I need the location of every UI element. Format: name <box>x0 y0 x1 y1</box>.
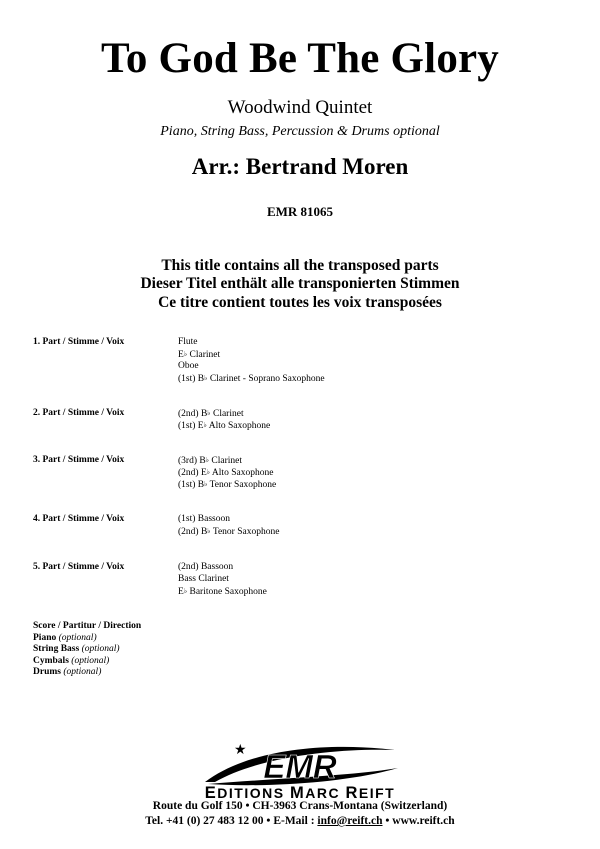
instrument-name: Tenor Saxophone <box>207 480 277 490</box>
score-item-note: (optional) <box>81 644 120 654</box>
flat-sign-icon: ♭ <box>204 374 208 382</box>
flat-sign-icon: ♭ <box>207 527 211 535</box>
catalog-number: EMR 81065 <box>266 204 334 219</box>
instrument-name: Alto Saxophone <box>210 468 274 478</box>
instrument-item <box>178 585 267 597</box>
instrument-prefix: (2nd) Bassoon <box>178 562 234 572</box>
logo-star: ★ <box>234 742 247 758</box>
publisher-contact <box>0 815 600 827</box>
score-item-note: (optional) <box>71 655 110 666</box>
transposed-note-fr: Ce titre contient toutes les voix transposées <box>158 294 442 311</box>
transposed-note-de: Dieser Titel enthält alle transponierten Stimmen <box>140 275 460 292</box>
instrument-name: Alto Saxophone <box>206 421 271 431</box>
score-heading: Score / Partitur / Direction <box>33 621 142 631</box>
publisher-name-part: R <box>345 784 359 802</box>
instrument-prefix: (2nd) B <box>178 527 208 537</box>
instrument-item <box>178 466 276 478</box>
instrument-item <box>178 573 267 585</box>
instrument-item <box>178 348 325 360</box>
flat-sign-icon: ♭ <box>205 456 210 464</box>
flat-sign-icon: ♭ <box>203 421 207 429</box>
instrument-name: Clarinet <box>210 409 244 419</box>
instrument-item <box>178 360 325 372</box>
instrument-prefix: (3rd) B <box>178 456 206 466</box>
publisher-name-part: M <box>289 784 306 802</box>
flat-sign-icon: ♭ <box>183 587 188 595</box>
piece-title: To God Be The Glory <box>100 35 500 82</box>
publisher-name-part: ARC <box>305 785 346 801</box>
logo-text: EMR <box>263 748 337 785</box>
publisher-address: Route du Golf 150 • CH-3963 Crans-Montana (Switzerland) <box>152 800 448 812</box>
instrument-name: Tenor Saxophone <box>210 527 280 537</box>
instrument-prefix: Bass Clarinet <box>178 574 229 584</box>
instrument-list <box>178 336 325 384</box>
instrument-item <box>178 407 270 419</box>
part-label: 5. Part / Stimme / Voix <box>33 562 125 572</box>
publisher-name-part: E <box>204 784 218 802</box>
score-item-name: String Bass <box>33 644 80 654</box>
contact-web: • www.reift.ch <box>382 815 455 827</box>
flat-sign-icon: ♭ <box>204 480 208 488</box>
score-list <box>33 621 141 679</box>
instrument-list <box>178 561 267 597</box>
instrument-name: Clarinet <box>209 456 242 466</box>
score-item <box>33 644 141 656</box>
score-item-note: (optional) <box>63 667 102 677</box>
ensemble-subtitle: Woodwind Quintet <box>227 97 373 118</box>
instrument-prefix: (2nd) E <box>178 468 207 478</box>
part-label: 3. Part / Stimme / Voix <box>33 455 125 465</box>
instrument-name: Baritone Saxophone <box>187 587 267 597</box>
score-item <box>33 667 141 679</box>
flat-sign-icon: ♭ <box>183 350 188 358</box>
instrument-list <box>178 407 270 431</box>
flat-sign-icon: ♭ <box>206 468 211 476</box>
instrument-prefix: (1st) B <box>178 374 205 384</box>
transposed-note-en: This title contains all the transposed parts <box>161 257 439 274</box>
instrument-name: Clarinet - Soprano Saxophone <box>207 374 325 384</box>
instrument-list <box>178 454 276 490</box>
score-item <box>33 656 141 668</box>
arranger-credit: Arr.: Bertrand Moren <box>191 154 409 179</box>
instrument-item <box>178 525 279 537</box>
score-item-name: Cymbals <box>33 655 69 666</box>
flat-sign-icon: ♭ <box>207 409 211 417</box>
instrument-item <box>178 513 279 525</box>
instrument-item <box>178 372 325 384</box>
score-item-name: Drums <box>33 667 61 677</box>
instrument-item <box>178 336 325 348</box>
score-item-note: (optional) <box>58 632 97 643</box>
instrument-item <box>178 478 276 490</box>
instrument-prefix: E <box>178 587 184 597</box>
score-item <box>33 633 141 645</box>
instrument-item <box>178 419 270 431</box>
instrument-prefix: (2nd) B <box>178 409 208 419</box>
part-label: 1. Part / Stimme / Voix <box>33 337 125 347</box>
email-link[interactable]: info@reift.ch <box>317 815 383 827</box>
optional-instruments: Piano, String Bass, Percussion & Drums optional <box>160 124 440 139</box>
instrument-list <box>178 513 279 537</box>
part-label: 2. Part / Stimme / Voix <box>33 408 125 418</box>
contact-phone: Tel. +41 (0) 27 483 12 00 • E-Mail : <box>145 815 318 827</box>
score-item-name: Piano <box>33 632 57 643</box>
instrument-prefix: (1st) E <box>178 421 204 431</box>
instrument-item <box>178 561 267 573</box>
instrument-prefix: (1st) B <box>178 480 205 490</box>
instrument-prefix: Oboe <box>178 361 199 371</box>
publisher-name-part: DITIONS <box>217 785 290 801</box>
part-label: 4. Part / Stimme / Voix <box>33 514 125 524</box>
instrument-prefix: (1st) Bassoon <box>178 514 230 524</box>
publisher-name-part: EIFT <box>358 785 396 801</box>
instrument-prefix: E <box>178 350 184 360</box>
instrument-prefix: Flute <box>178 337 198 347</box>
instrument-item <box>178 454 276 466</box>
instrument-name: Clarinet <box>187 350 221 360</box>
